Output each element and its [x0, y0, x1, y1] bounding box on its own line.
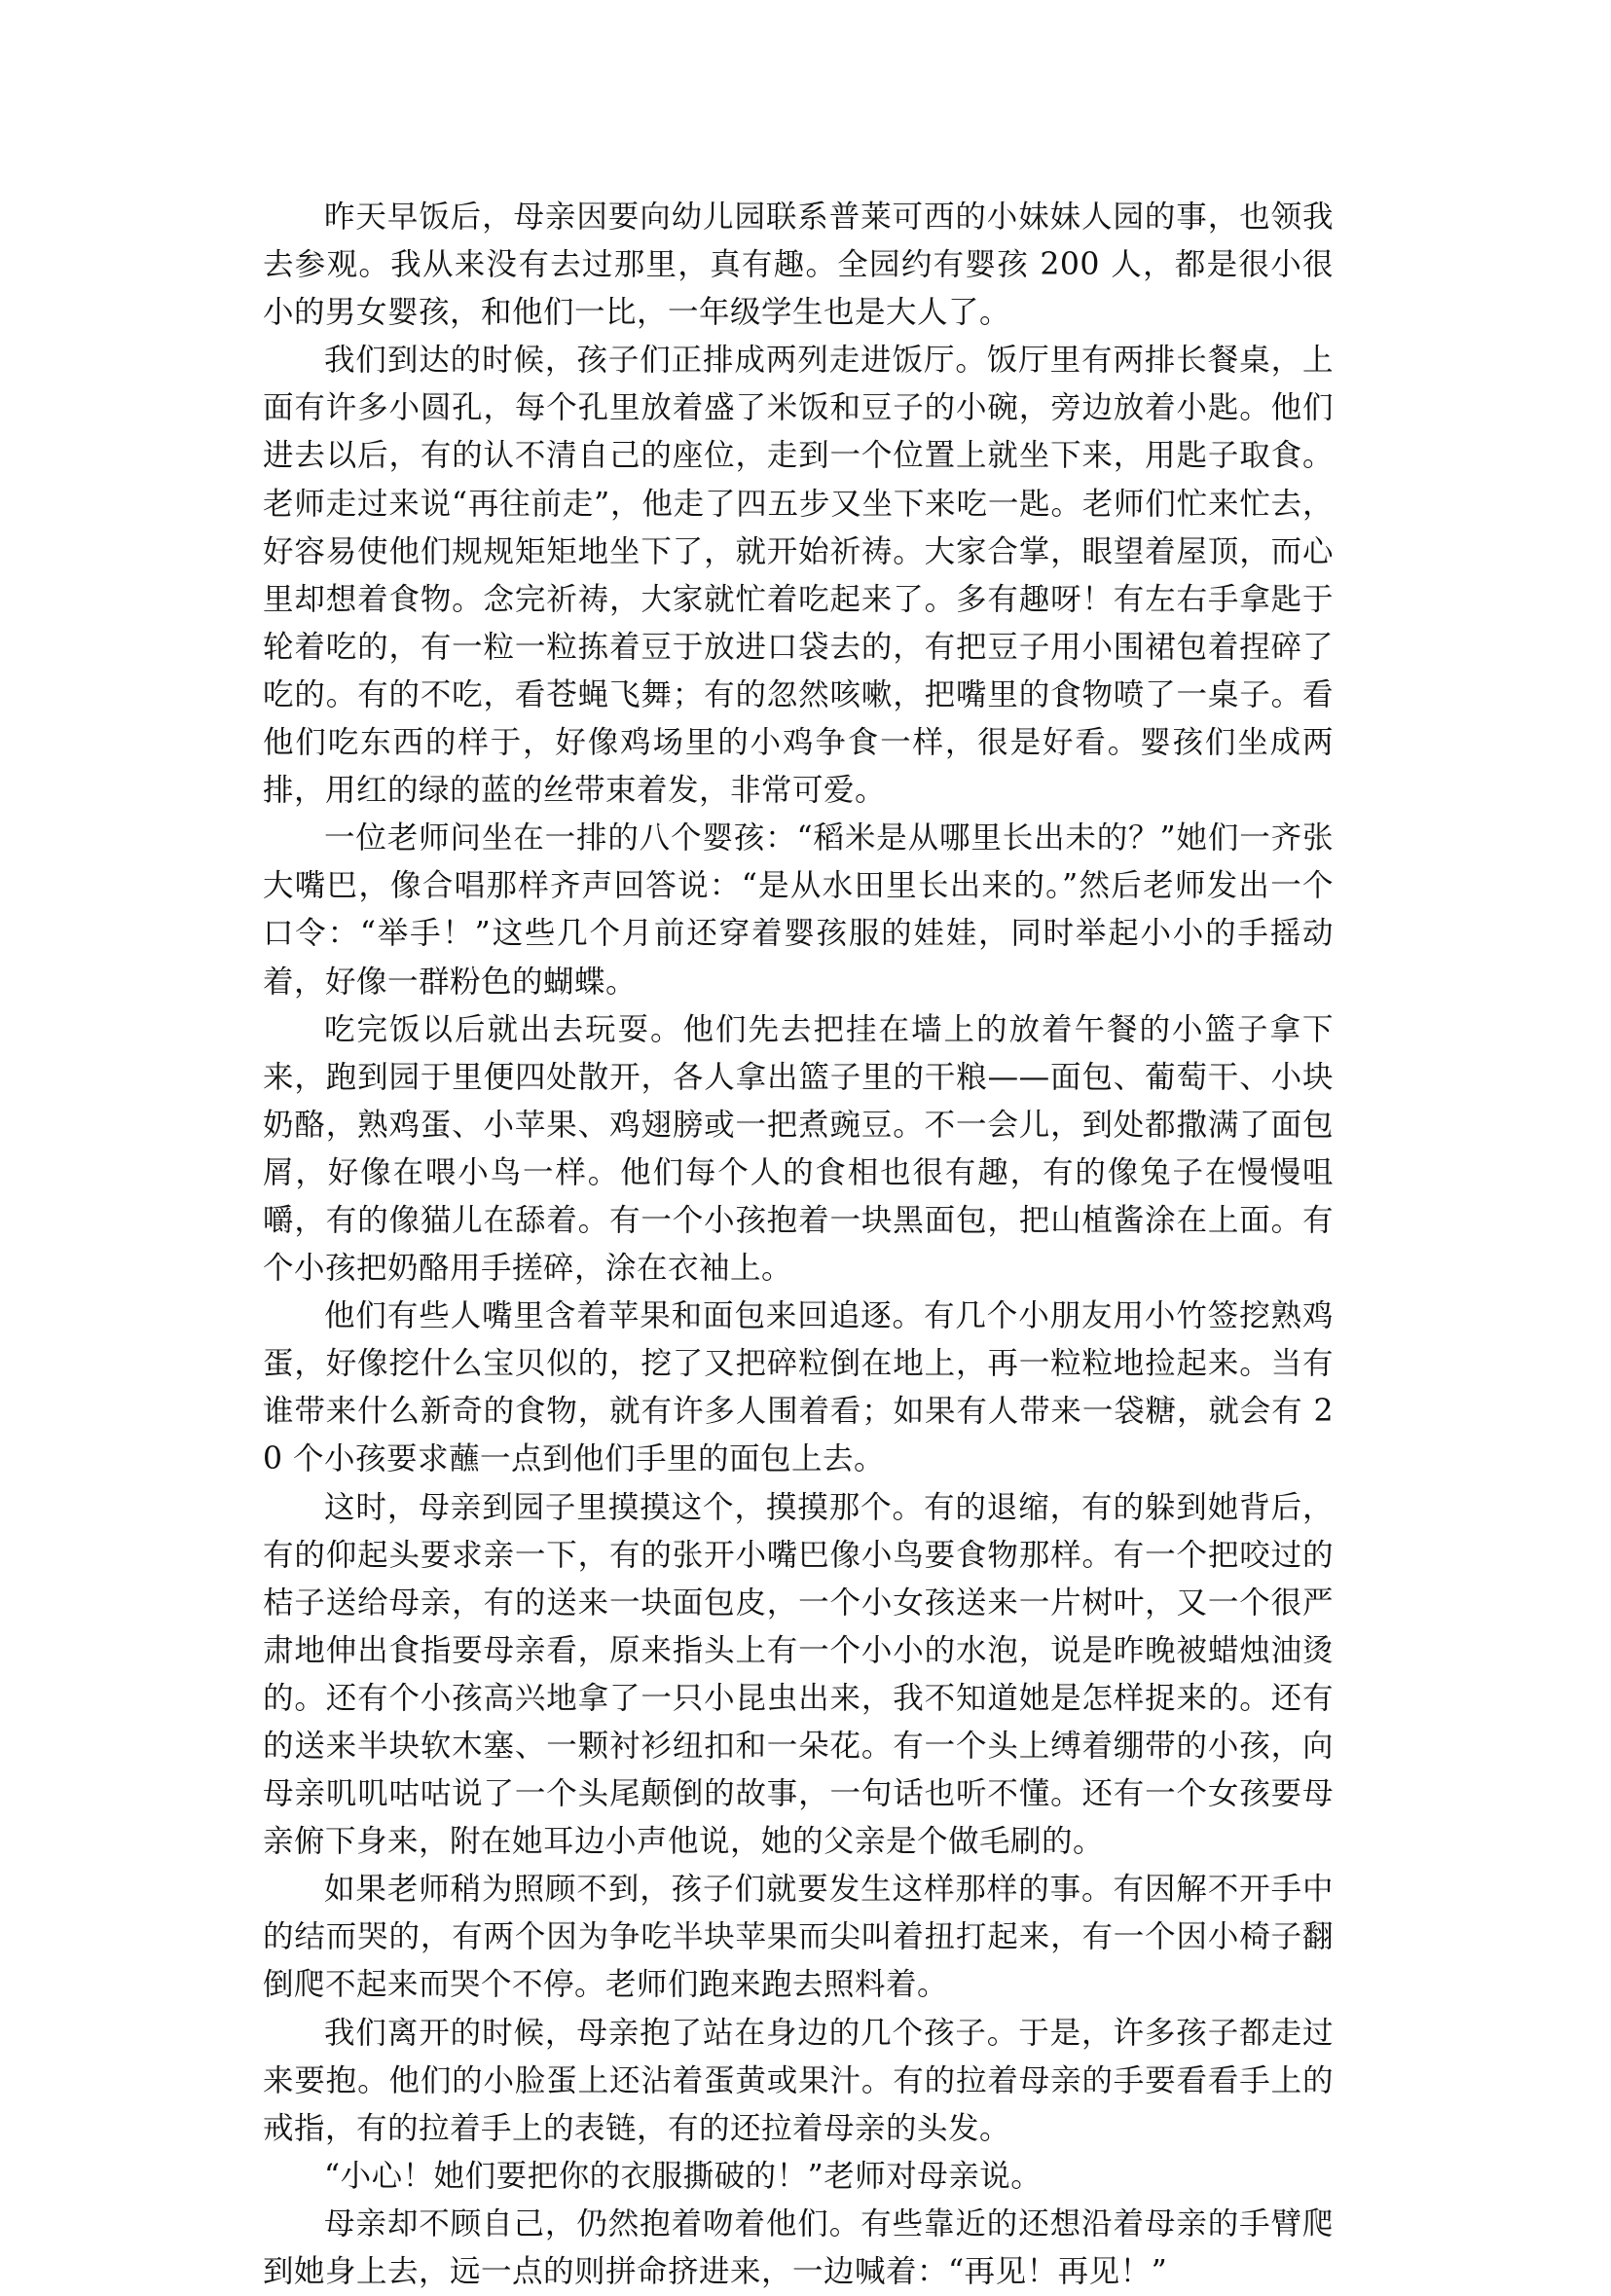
- paragraph-1: 昨天早饭后，母亲因要向幼儿园联系普莱可西的小妹妹人园的事，也领我去参观。我从来没有去过那里，真有趣。全园约有婴孩 200 人，都是很小很小的男女婴孩，和他们一比，一年级学生也是大人了。: [263, 200, 1334, 331]
- article-body: [263, 194, 1334, 2296]
- paragraph-7: 如果老师稍为照顾不到，孩子们就要发生这样那样的事。有因解不开手中的结而哭的，有两个因为争吃半块苹果而尖叫着扭打起来，有一个因小椅子翻倒爬不起来而哭个不停。老师们跑来跑去照料着。: [263, 1872, 1334, 2003]
- paragraph-2: 我们到达的时候，孩子们正排成两列走进饭厅。饭厅里有两排长餐桌，上面有许多小圆孔，每个孔里放着盛了米饭和豆子的小碗，旁边放着小匙。他们进去以后，有的认不清自己的座位，走到一个位置上就坐下来，用匙子取食。老师走过来说“再往前走”，他走了四五步又坐下来吃一匙。老师们忙来忙去，好容易使他们规规矩矩地坐下了，就开始祈祷。大家合掌，眼望着屋顶，而心里却想着食物。念完祈祷，大家就忙着吃起来了。多有趣呀！有左右手拿匙于轮着吃的，有一粒一粒拣着豆于放进口袋去的，有把豆子用小围裙包着捏碎了吃的。有的不吃，看苍蝇飞舞；有的忽然咳嗽，把嘴里的食物喷了一桌子。看他们吃东西的样于，好像鸡场里的小鸡争食一样，很是好看。婴孩们坐成两排，用红的绿的蓝的丝带束着发，非常可爱。: [263, 343, 1334, 809]
- paragraph-5: 他们有些人嘴里含着苹果和面包来回追逐。有几个小朋友用小竹签挖熟鸡蛋，好像挖什么宝贝似的，挖了又把碎粒倒在地上，再一粒粒地捡起来。当有谁带来什么新奇的食物，就有许多人围着看；如果有人带来一袋糖，就会有 20 个小孩要求蘸一点到他们手里的面包上去。: [263, 1298, 1334, 1477]
- paragraph-8: 我们离开的时候，母亲抱了站在身边的几个孩子。于是，许多孩子都走过来要抱。他们的小脸蛋上还沾着蛋黄或果汁。有的拉着母亲的手要看看手上的戒指，有的拉着手上的表链，有的还拉着母亲的头发。: [263, 2015, 1334, 2146]
- paragraph-4: 吃完饭以后就出去玩耍。他们先去把挂在墙上的放着午餐的小篮子拿下来，跑到园于里便四处散开，各人拿出篮子里的干粮——面包、葡萄干、小块奶酪，熟鸡蛋、小苹果、鸡翅膀或一把煮豌豆。不一会儿，到处都撒满了面包屑，好像在喂小鸟一样。他们每个人的食相也很有趣，有的像兔子在慢慢咀嚼，有的像猫儿在舔着。有一个小孩抱着一块黑面包，把山植酱涂在上面。有个小孩把奶酪用手搓碎，涂在衣袖上。: [263, 1011, 1334, 1287]
- paragraph-9: “小心！她们要把你的衣服撕破的！”老师对母亲说。: [324, 2158, 1043, 2194]
- paragraph-10: 母亲却不顾自己，仍然抱着吻着他们。有些靠近的还想沿着母亲的手臂爬到她身上去，远一点的则拼命挤进来，一边喊着：“再见！再见！”: [263, 2205, 1334, 2290]
- paragraph-3: 一位老师问坐在一排的八个婴孩：“稻米是从哪里长出未的？”她们一齐张大嘴巴，像合唱那样齐声回答说：“是从水田里长出来的。”然后老师发出一个口令：“举手！”这些几个月前还穿着婴孩服的娃娃，同时举起小小的手摇动着，好像一群粉色的蝴蝶。: [263, 820, 1334, 1000]
- paragraph-6: 这时，母亲到园子里摸摸这个，摸摸那个。有的退缩，有的躲到她背后，有的仰起头要求亲一下，有的张开小嘴巴像小鸟要食物那样。有一个把咬过的桔子送给母亲，有的送来一块面包皮，一个小女孩送来一片树叶，又一个很严肃地伸出食指要母亲看，原来指头上有一个小小的水泡，说是昨晚被蜡烛油烫的。还有个小孩高兴地拿了一只小昆虫出来，我不知道她是怎样捉来的。还有的送来半块软木塞、一颗衬衫纽扣和一朵花。有一个头上缚着绷带的小孩，向母亲叽叽咕咕说了一个头尾颠倒的故事，一句话也听不懂。还有一个女孩要母亲俯下身来，附在她耳边小声他说，她的父亲是个做毛刷的。: [263, 1489, 1334, 1860]
